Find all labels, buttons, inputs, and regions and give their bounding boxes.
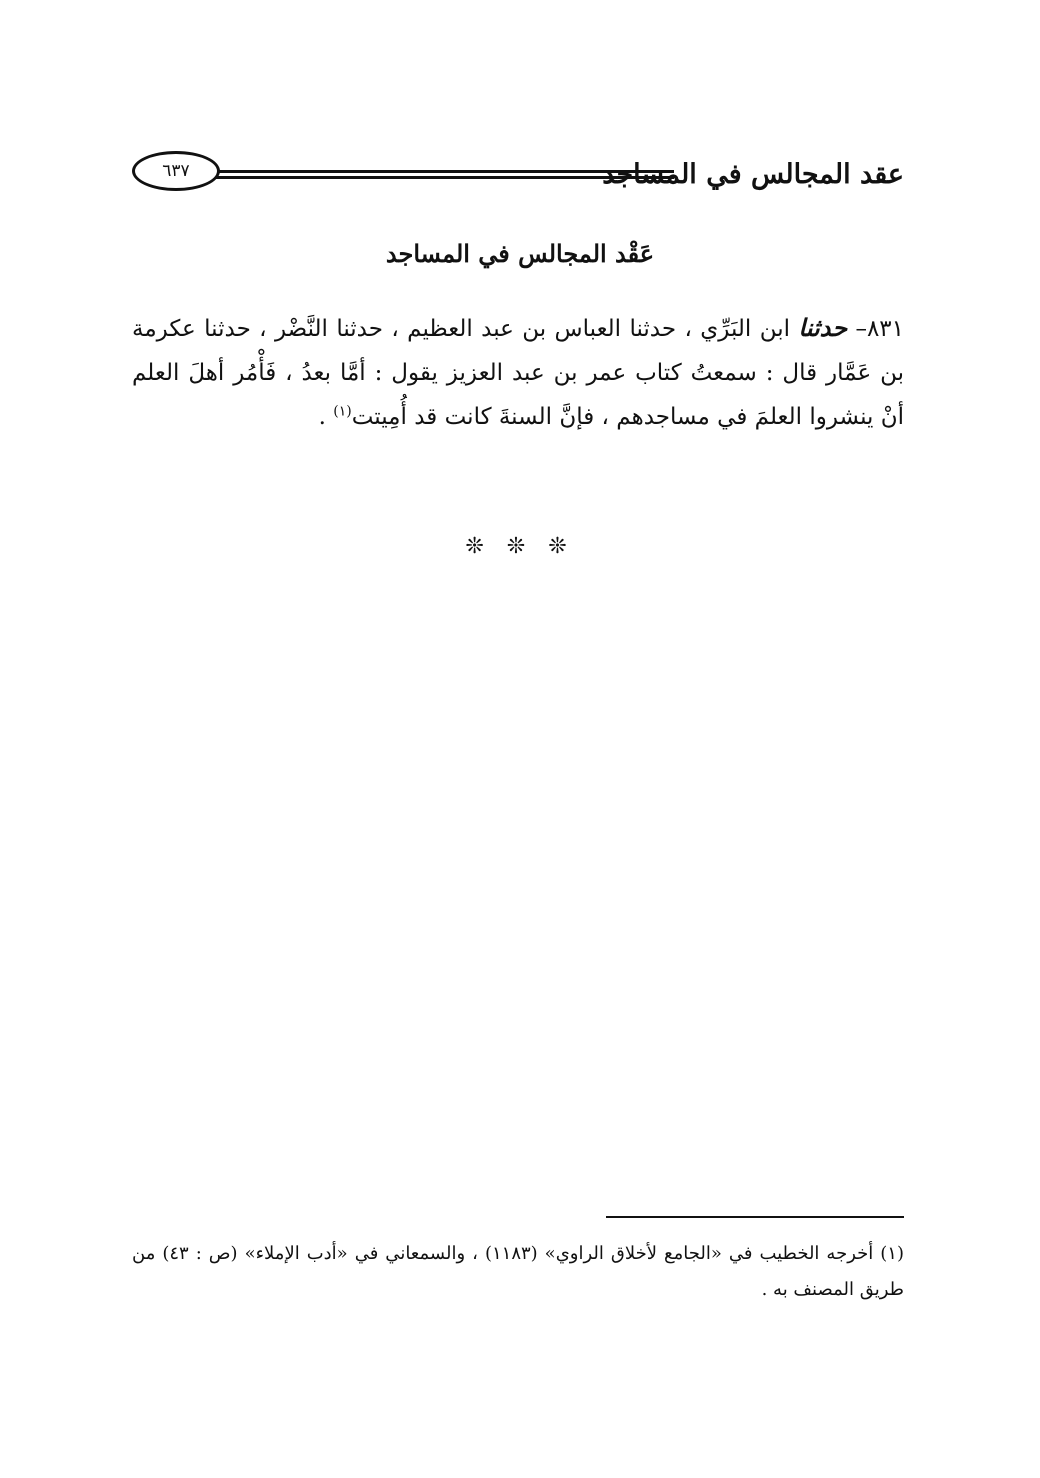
section-heading: عَقْد المجالس في المساجد <box>385 239 655 268</box>
hadith-number-separator: – <box>855 316 867 342</box>
hadith-text: ابن البَرِّي ، حدثنا العباس بن عبد العظيم ، حدثنا النَّضْر ، حدثنا عكرمة بن عَمَّار قال : سمعتُ كتاب عمر بن عبد العزيز يقول : أمَّا بعدُ ، فَأْمُر أهلَ العلم أنْ ينشروا العلمَ في مساجدهم ، فإنَّ السنةَ كانت قد أُمِيتت <box>132 316 904 430</box>
footnote-1: (١) أخرجه الخطيب في «الجامع لأخلاق الراوي» (١١٨٣) ، والسمعاني في «أدب الإملاء» (ص : ٤٣) من طريق المصنف به . <box>132 1243 904 1300</box>
header-rule <box>212 170 674 179</box>
footnote-reference[interactable]: (١) <box>333 403 352 420</box>
separator-stars: ❊ ❊ ❊ <box>465 534 575 559</box>
narrated-word: حدثنا <box>798 313 848 342</box>
page-number: ٦٣٧ <box>162 161 190 181</box>
page-number-badge <box>132 151 220 191</box>
hadith-paragraph <box>132 306 904 439</box>
hadith-ending: . <box>318 404 334 430</box>
footnote-rule <box>606 1216 904 1218</box>
running-title: عقد المجالس في المساجد <box>602 159 904 190</box>
hadith-number: ٨٣١ <box>866 316 905 342</box>
